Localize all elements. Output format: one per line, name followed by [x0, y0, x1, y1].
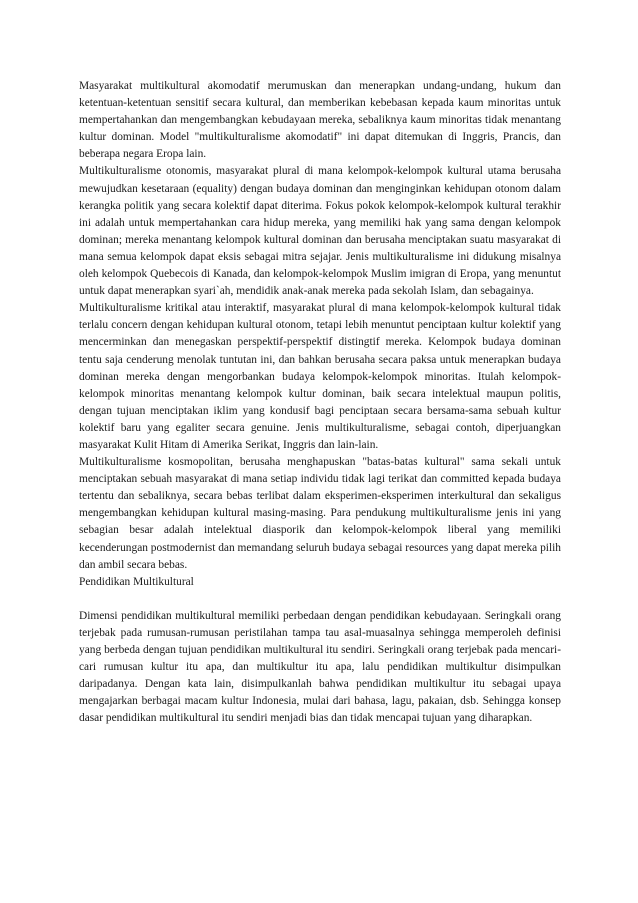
paragraph-multikulturalisme-kritikal: Multikulturalisme kritikal atau interaktif, masyarakat plural di mana kelompok-kelompok kultural tidak terlalu concern dengan kehidupan kultural otonom, tetapi lebih menuntut penciptaan kultur kolektif yang mencerminkan dan menegaskan perspektif-perspektif distingtif mereka. Kelompok budaya dominan tentu saja cenderung menolak tuntutan ini, dan bahkan berusaha secara paksa untuk menerapkan budaya dominan mereka dengan mengorbankan budaya kelompok-kelompok minoritas. Itulah kelompok-kelompok minoritas menantang kelompok kultur dominan, baik secara intelektual maupun politis, dengan tujuan menciptakan iklim yang kondusif bagi penciptaan secara bersama-sama sebuah kultur kolektif baru yang egaliter secara genuine. Jenis multikulturalisme, sebagai contoh, diperjuangkan masyarakat Kulit Hitam di Amerika Serikat, Inggris dan lain-lain. — [79, 302, 561, 451]
section-heading: Pendidikan Multikultural — [79, 575, 194, 588]
document-body — [79, 78, 561, 727]
section-spacer — [79, 591, 561, 608]
paragraph-multikulturalisme-akomodatif: Masyarakat multikultural akomodatif merumuskan dan menerapkan undang-undang, hukum dan ketentuan-ketentuan sensitif secara kultural, dan memberikan kebebasan kepada kaum minoritas untuk mempertahankan dan mengembangkan kebudayaan mereka, sebaliknya kaum minoritas tidak menantang kultur dominan. Model "multikulturalisme akomodatif" ini dapat ditemukan di Inggris, Prancis, dan beberapa negara Eropa lain. — [79, 80, 561, 161]
paragraph-multikulturalisme-kosmopolitan: Multikulturalisme kosmopolitan, berusaha menghapuskan "batas-batas kultural" sama sekali untuk menciptakan sebuah masyarakat di mana setiap individu tidak lagi terikat dan committed kepada budaya tertentu dan sebaliknya, secara bebas terlibat dalam eksperimen-eksperimen interkultural dan sekaligus mengembangkan kehidupan kultural masing-masing. Para pendukung multikulturalisme jenis ini yang sebagian besar adalah intelektual diasporik dan kelompok-kelompok liberal yang memiliki kecenderungan postmodernist dan memandang seluruh budaya sebagai resources yang dapat mereka pilih dan ambil secara bebas. — [79, 456, 561, 571]
paragraph-pendidikan-multikultural: Dimensi pendidikan multikultural memiliki perbedaan dengan pendidikan kebudayaan. Seringkali orang terjebak pada rumusan-rumusan peristilahan tampa tau asal-muasalnya sehingga memperoleh definisi yang berbeda dengan tujuan pendidikan multikultural itu sendiri. Seringkali orang terjebak pada mencari-cari rumusan kultur itu apa, dan multikultur itu apa, lalu pendidikan multikultur disimpulkan daripadanya. Dengan kata lain, disimpulkanlah bahwa pendidikan multikultur itu sebagai upaya mengajarkan berbagai macam kultur Indonesia, mulai dari bahasa, lagu, pakaian, dsb. Sehingga konsep dasar pendidikan multikultural itu sendiri menjadi bias dan tidak mencapai tujuan yang diharapkan. — [79, 609, 561, 725]
paragraph-multikulturalisme-otonomis: Multikulturalisme otonomis, masyarakat plural di mana kelompok-kelompok kultural utama berusaha mewujudkan kesetaraan (equality) dengan budaya dominan dan menginginkan kehidupan otonom dalam kerangka politik yang secara kolektif dapat diterima. Fokus pokok kelompok-kelompok kultural terakhir ini adalah untuk mempertahankan cara hidup mereka, yang memiliki hak yang sama dengan kelompok dominan; mereka menantang kelompok kultural dominan dan berusaha menciptakan suatu masyarakat di mana semua kelompok dapat eksis sebagai mitra sejajar. Jenis multikulturalisme ini didukung misalnya oleh kelompok Quebecois di Kanada, dan kelompok-kelompok Muslim imigran di Eropa, yang menuntut untuk dapat menerapkan syari`ah, mendidik anak-anak mereka pada sekolah Islam, dan sebagainya. — [79, 165, 561, 298]
